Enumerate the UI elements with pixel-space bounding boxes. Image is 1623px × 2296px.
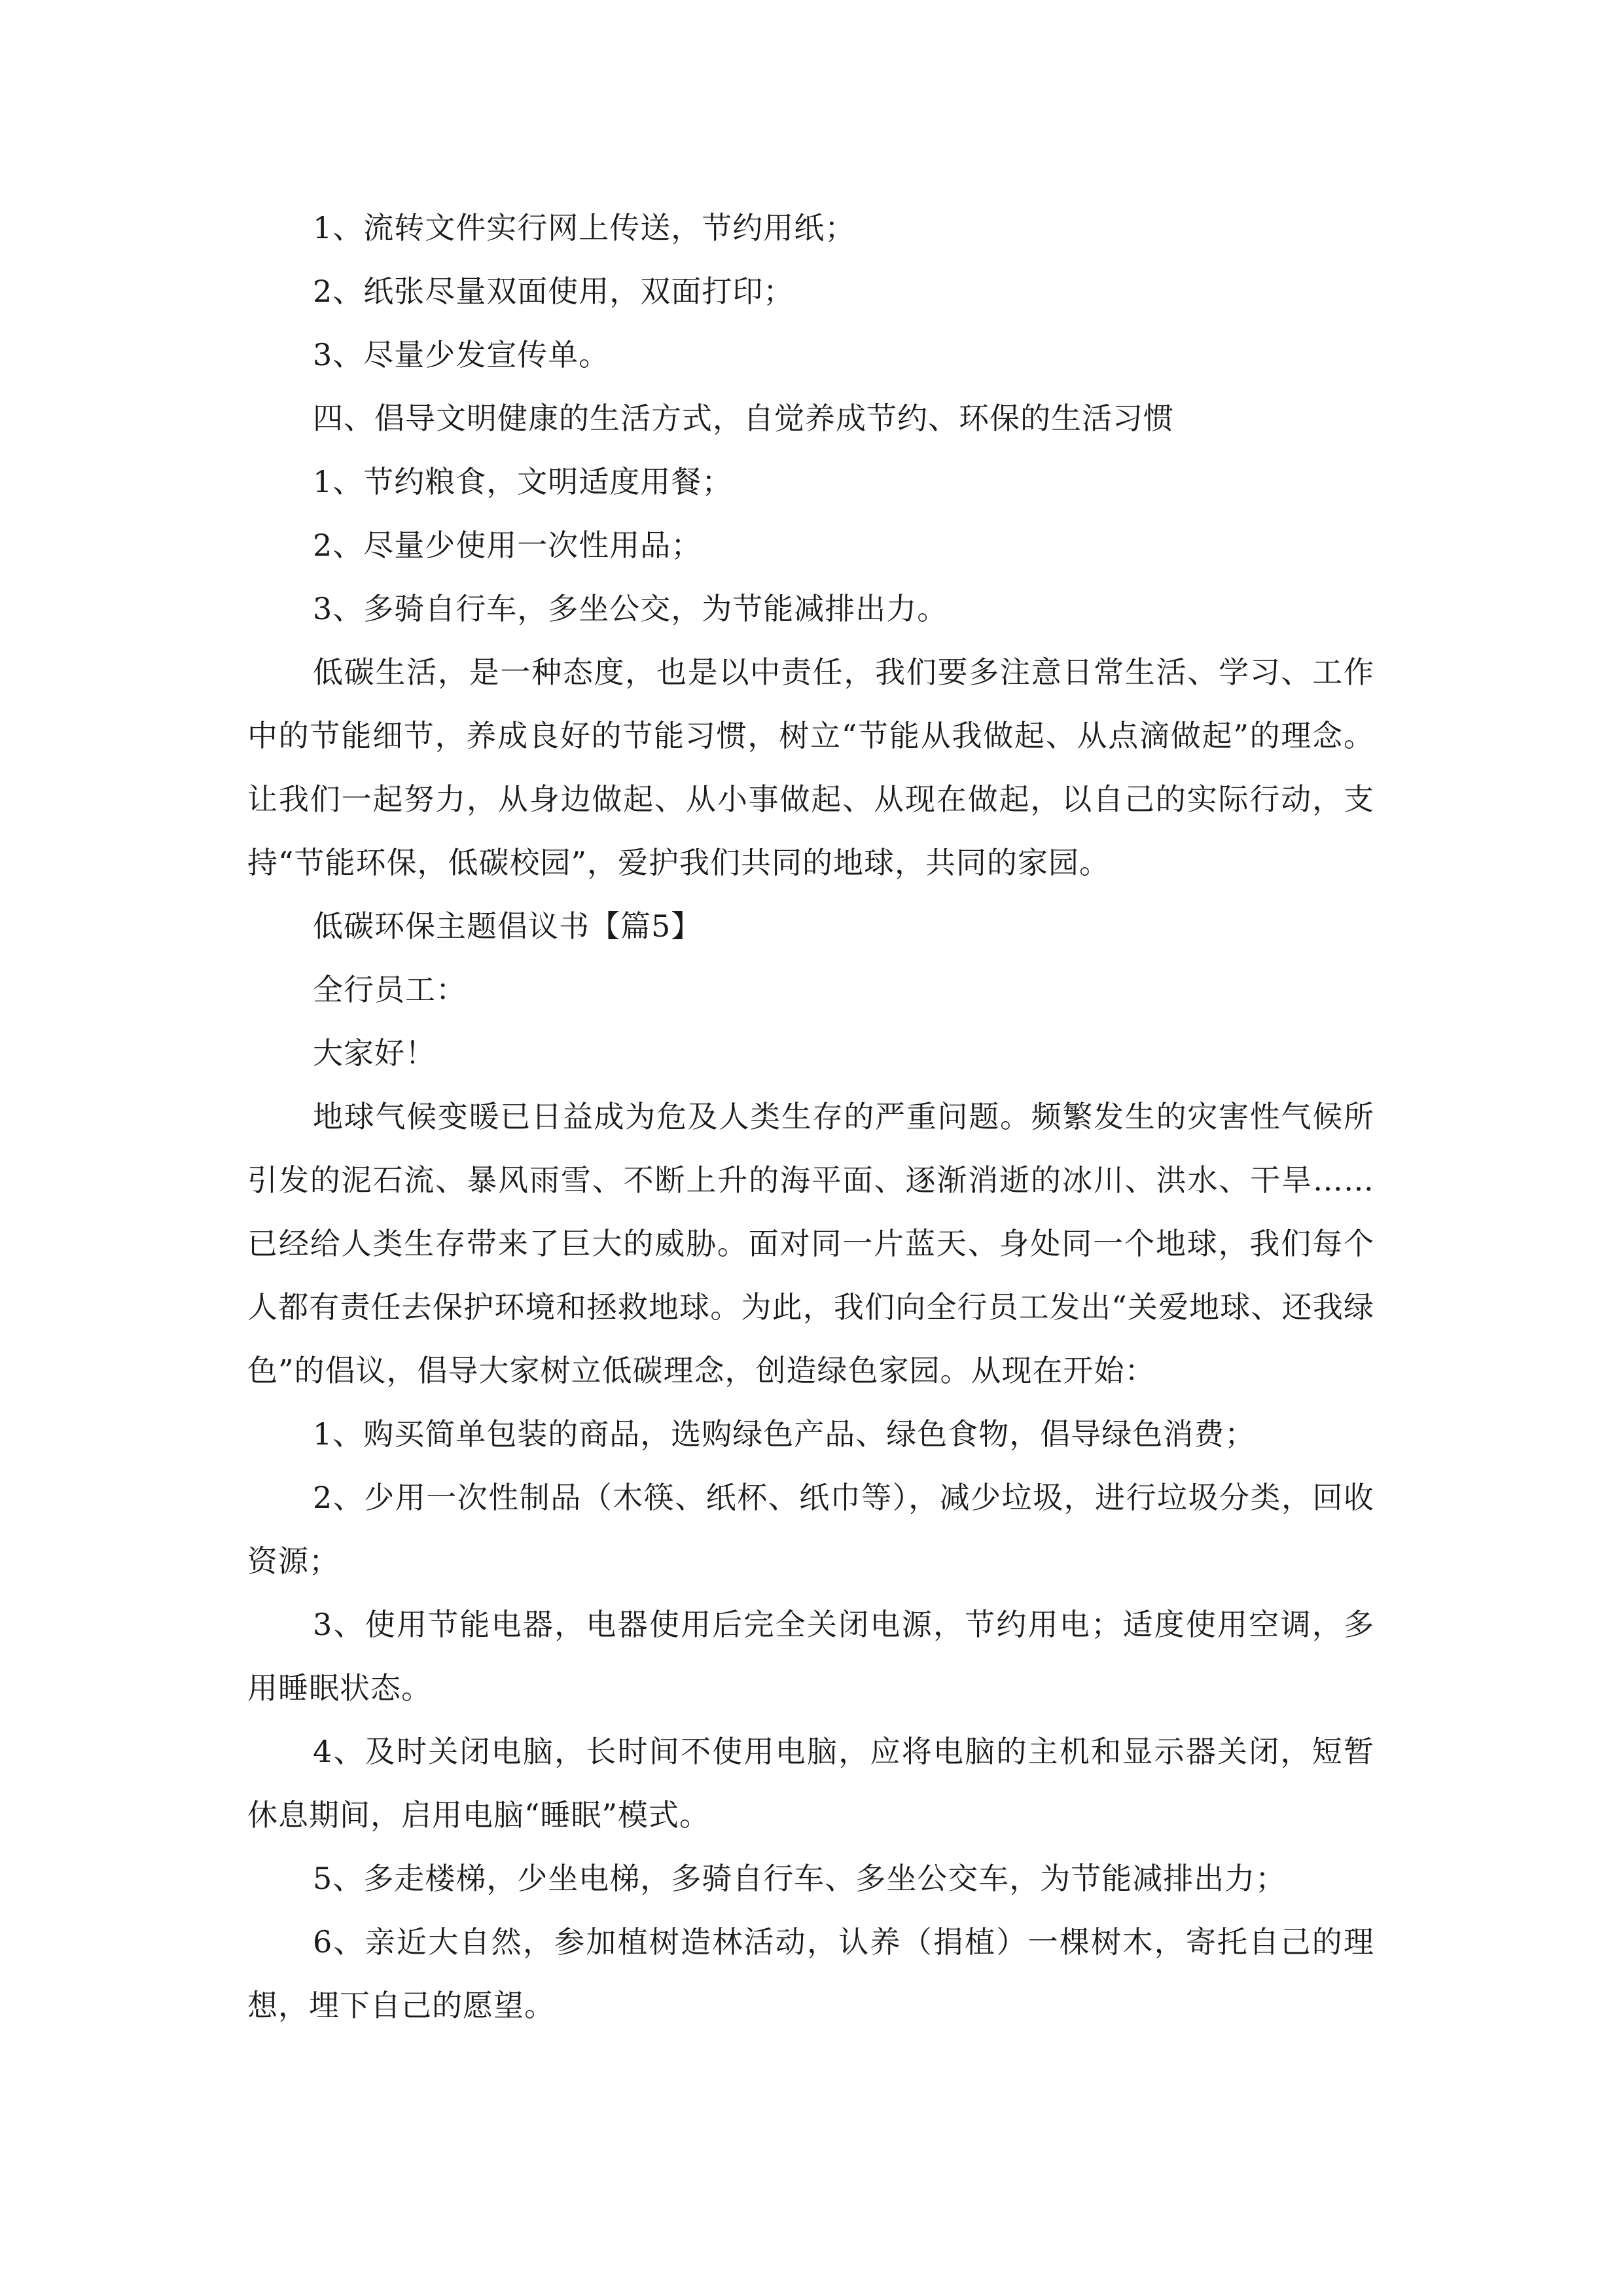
proposal-item-1: 1、购买简单包装的商品，选购绿色产品、绿色食物，倡导绿色消费； <box>313 1416 1256 1452</box>
article-5-title: 低碳环保主题倡议书【篇5】 <box>313 908 702 944</box>
paper-saving-item-1: 1、流转文件实行网上传送，节约用纸； <box>313 210 856 245</box>
low-carbon-conclusion-paragraph: 低碳生活，是一种态度，也是以中责任，我们要多注意日常生活、学习、工作中的节能细节，养成良好的节能习惯，树立“节能从我做起、从点滴做起”的理念。让我们一起努力，从身边做起、从小事做起、从现在做起，以自己的实际行动，支持“节能环保，低碳校园”，爱护我们共同的地球，共同的家园。 <box>247 655 1374 880</box>
paper-saving-item-3: 3、尽量少发宣传单。 <box>313 337 610 372</box>
proposal-item-2: 2、少用一次性制品（木筷、纸杯、纸巾等），减少垃圾，进行垃圾分类，回收资源； <box>247 1480 1374 1579</box>
proposal-item-6: 6、亲近大自然，参加植树造林活动，认养（捐植）一棵树木，寄托自己的理想，埋下自己的愿望。 <box>247 1924 1374 2023</box>
salutation: 全行员工： <box>313 972 467 1007</box>
greeting: 大家好！ <box>313 1035 436 1071</box>
lifestyle-item-2: 2、尽量少使用一次性用品； <box>313 528 702 563</box>
proposal-item-5: 5、多走楼梯，少坐电梯，多骑自行车、多坐公交车，为节能减排出力； <box>313 1861 1287 1896</box>
proposal-item-4: 4、及时关闭电脑，长时间不使用电脑，应将电脑的主机和显示器关闭，短暂休息期间，启用电脑“睡眠”模式。 <box>247 1734 1374 1833</box>
intro-paragraph: 地球气候变暖已日益成为危及人类生存的严重问题。频繁发生的灾害性气候所引发的泥石流、暴风雨雪、不断上升的海平面、逐渐消逝的冰川、洪水、干旱……已经给人类生存带来了巨大的威胁。面对同一片蓝天、身处同一个地球，我们每个人都有责任去保护环境和拯救地球。为此，我们向全行员工发出“关爱地球、还我绿色”的倡议，倡导大家树立低碳理念，创造绿色家园。从现在开始： <box>247 1099 1374 1388</box>
lifestyle-item-3: 3、多骑自行车，多坐公交，为节能减排出力。 <box>313 591 948 626</box>
section-heading-4: 四、倡导文明健康的生活方式，自觉养成节约、环保的生活习惯 <box>313 401 1174 436</box>
proposal-item-3: 3、使用节能电器，电器使用后完全关闭电源，节约用电；适度使用空调，多用睡眠状态。 <box>247 1607 1374 1706</box>
paper-saving-item-2: 2、纸张尽量双面使用，双面打印； <box>313 274 794 309</box>
lifestyle-item-1: 1、节约粮食，文明适度用餐； <box>313 464 733 499</box>
